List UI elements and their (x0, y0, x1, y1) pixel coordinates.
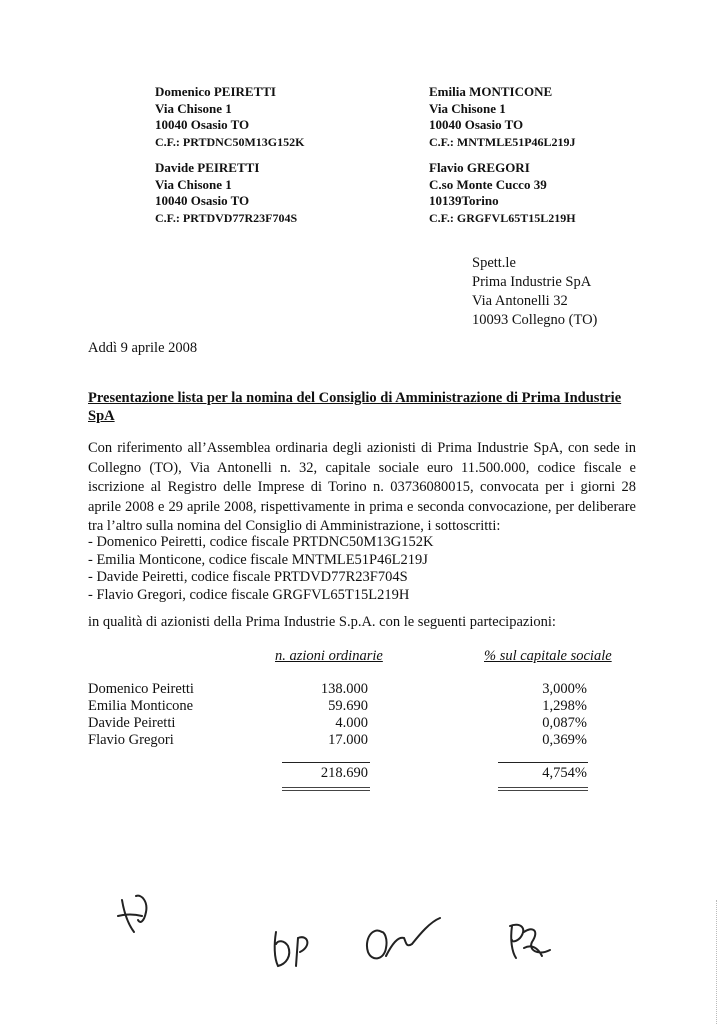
table-row-holder: Domenico Peiretti (88, 681, 194, 697)
sender-city: 10040 Osasio TO (429, 117, 524, 132)
recipient-address (472, 254, 597, 330)
signature-domenico (112, 880, 172, 940)
total-percent: 4,754% (542, 765, 587, 781)
sender-street: C.so Monte Cucco 39 (429, 176, 547, 192)
sender-street: Via Chisone 1 (429, 100, 506, 116)
table-row-shares: 17.000 (328, 732, 368, 748)
recipient-company: Prima Industrie SpA (472, 274, 592, 290)
letter-date: Addì 9 aprile 2008 (88, 340, 198, 356)
sender-name: Davide PEIRETTI (155, 160, 260, 175)
total-shares: 218.690 (320, 765, 368, 781)
column-header-percent: % sul capitale sociale (484, 648, 612, 664)
sender-tax-code: C.F.: MNTMLE51P46L219J (429, 134, 576, 149)
signatories-list (88, 534, 433, 604)
table-row-percent: 3,000% (542, 681, 587, 697)
total-double-rule-percent (498, 787, 588, 791)
total-double-rule-shares (282, 787, 370, 791)
table-row-shares: 59.690 (328, 698, 368, 714)
scan-edge-line (716, 900, 717, 1024)
holdings-intro: in qualità di azionisti della Prima Industrie S.p.A. con le seguenti partecipazioni: (88, 614, 556, 630)
sender-tax-code: C.F.: PRTDVD77R23F704S (155, 210, 298, 225)
table-row-shares: 4.000 (335, 715, 368, 731)
list-item: - Domenico Peiretti, codice fiscale PRTDNC50M13G152K (88, 534, 434, 550)
table-row-holder: Emilia Monticone (88, 698, 194, 714)
sender-name: Domenico PEIRETTI (155, 84, 276, 99)
recipient-salutation: Spett.le (472, 255, 516, 271)
sender-tax-code: C.F.: GRGFVL65T15L219H (429, 210, 576, 225)
sender-tax-code: C.F.: PRTDNC50M13G152K (155, 134, 305, 149)
letter-subject: Presentazione lista per la nomina del Consiglio di Amministrazione di Prima Industrie SpA (88, 390, 622, 424)
table-row-percent: 0,369% (542, 732, 587, 748)
body-paragraph: Con riferimento all’Assemblea ordinaria degli azionisti di Prima Industrie SpA, con sede in Collegno (TO), Via Antonelli n. 32, capitale sociale euro 11.500.000, codice fiscale e iscrizione al Registro delle Imprese di Torino n. 03736080015, convocata per i giorni 28 aprile 2008 e 29 aprile 2008, rispettivamente in prima e seconda convocazione, per deliberare tra l’altro sulla nomina del Consiglio di Amministrazione, i sottoscritti: (88, 440, 636, 534)
sender-name: Emilia MONTICONE (429, 84, 553, 99)
table-row-shares: 138.000 (320, 681, 368, 697)
signature-flavio (502, 912, 562, 972)
table-row-holder: Flavio Gregori (88, 732, 174, 748)
sender-street: Via Chisone 1 (155, 176, 232, 192)
signature-emilia (360, 908, 450, 968)
sender-city: 10139Torino (429, 193, 499, 208)
sender-city: 10040 Osasio TO (155, 117, 250, 132)
sender-street: Via Chisone 1 (155, 100, 232, 116)
table-row-percent: 1,298% (542, 698, 587, 714)
sender-block-emilia (429, 84, 576, 150)
sender-block-davide (155, 160, 297, 226)
list-item: - Emilia Monticone, codice fiscale MNTMLE51P46L219J (88, 551, 428, 568)
list-item: - Flavio Gregori, codice fiscale GRGFVL65T15L219H (88, 586, 410, 603)
column-header-shares: n. azioni ordinarie (275, 648, 383, 664)
recipient-city: 10093 Collegno (TO) (472, 312, 598, 328)
table-row-holder: Davide Peiretti (88, 715, 176, 731)
total-rule-shares (282, 762, 370, 763)
table-row-percent: 0,087% (542, 715, 587, 731)
sender-name: Flavio GREGORI (429, 160, 530, 175)
sender-block-domenico (155, 84, 304, 150)
list-item: - Davide Peiretti, codice fiscale PRTDVD77R23F704S (88, 569, 408, 585)
total-rule-percent (498, 762, 588, 763)
recipient-street: Via Antonelli 32 (472, 293, 568, 309)
signature-davide (268, 918, 328, 978)
sender-block-flavio (429, 160, 576, 226)
sender-city: 10040 Osasio TO (155, 193, 250, 208)
